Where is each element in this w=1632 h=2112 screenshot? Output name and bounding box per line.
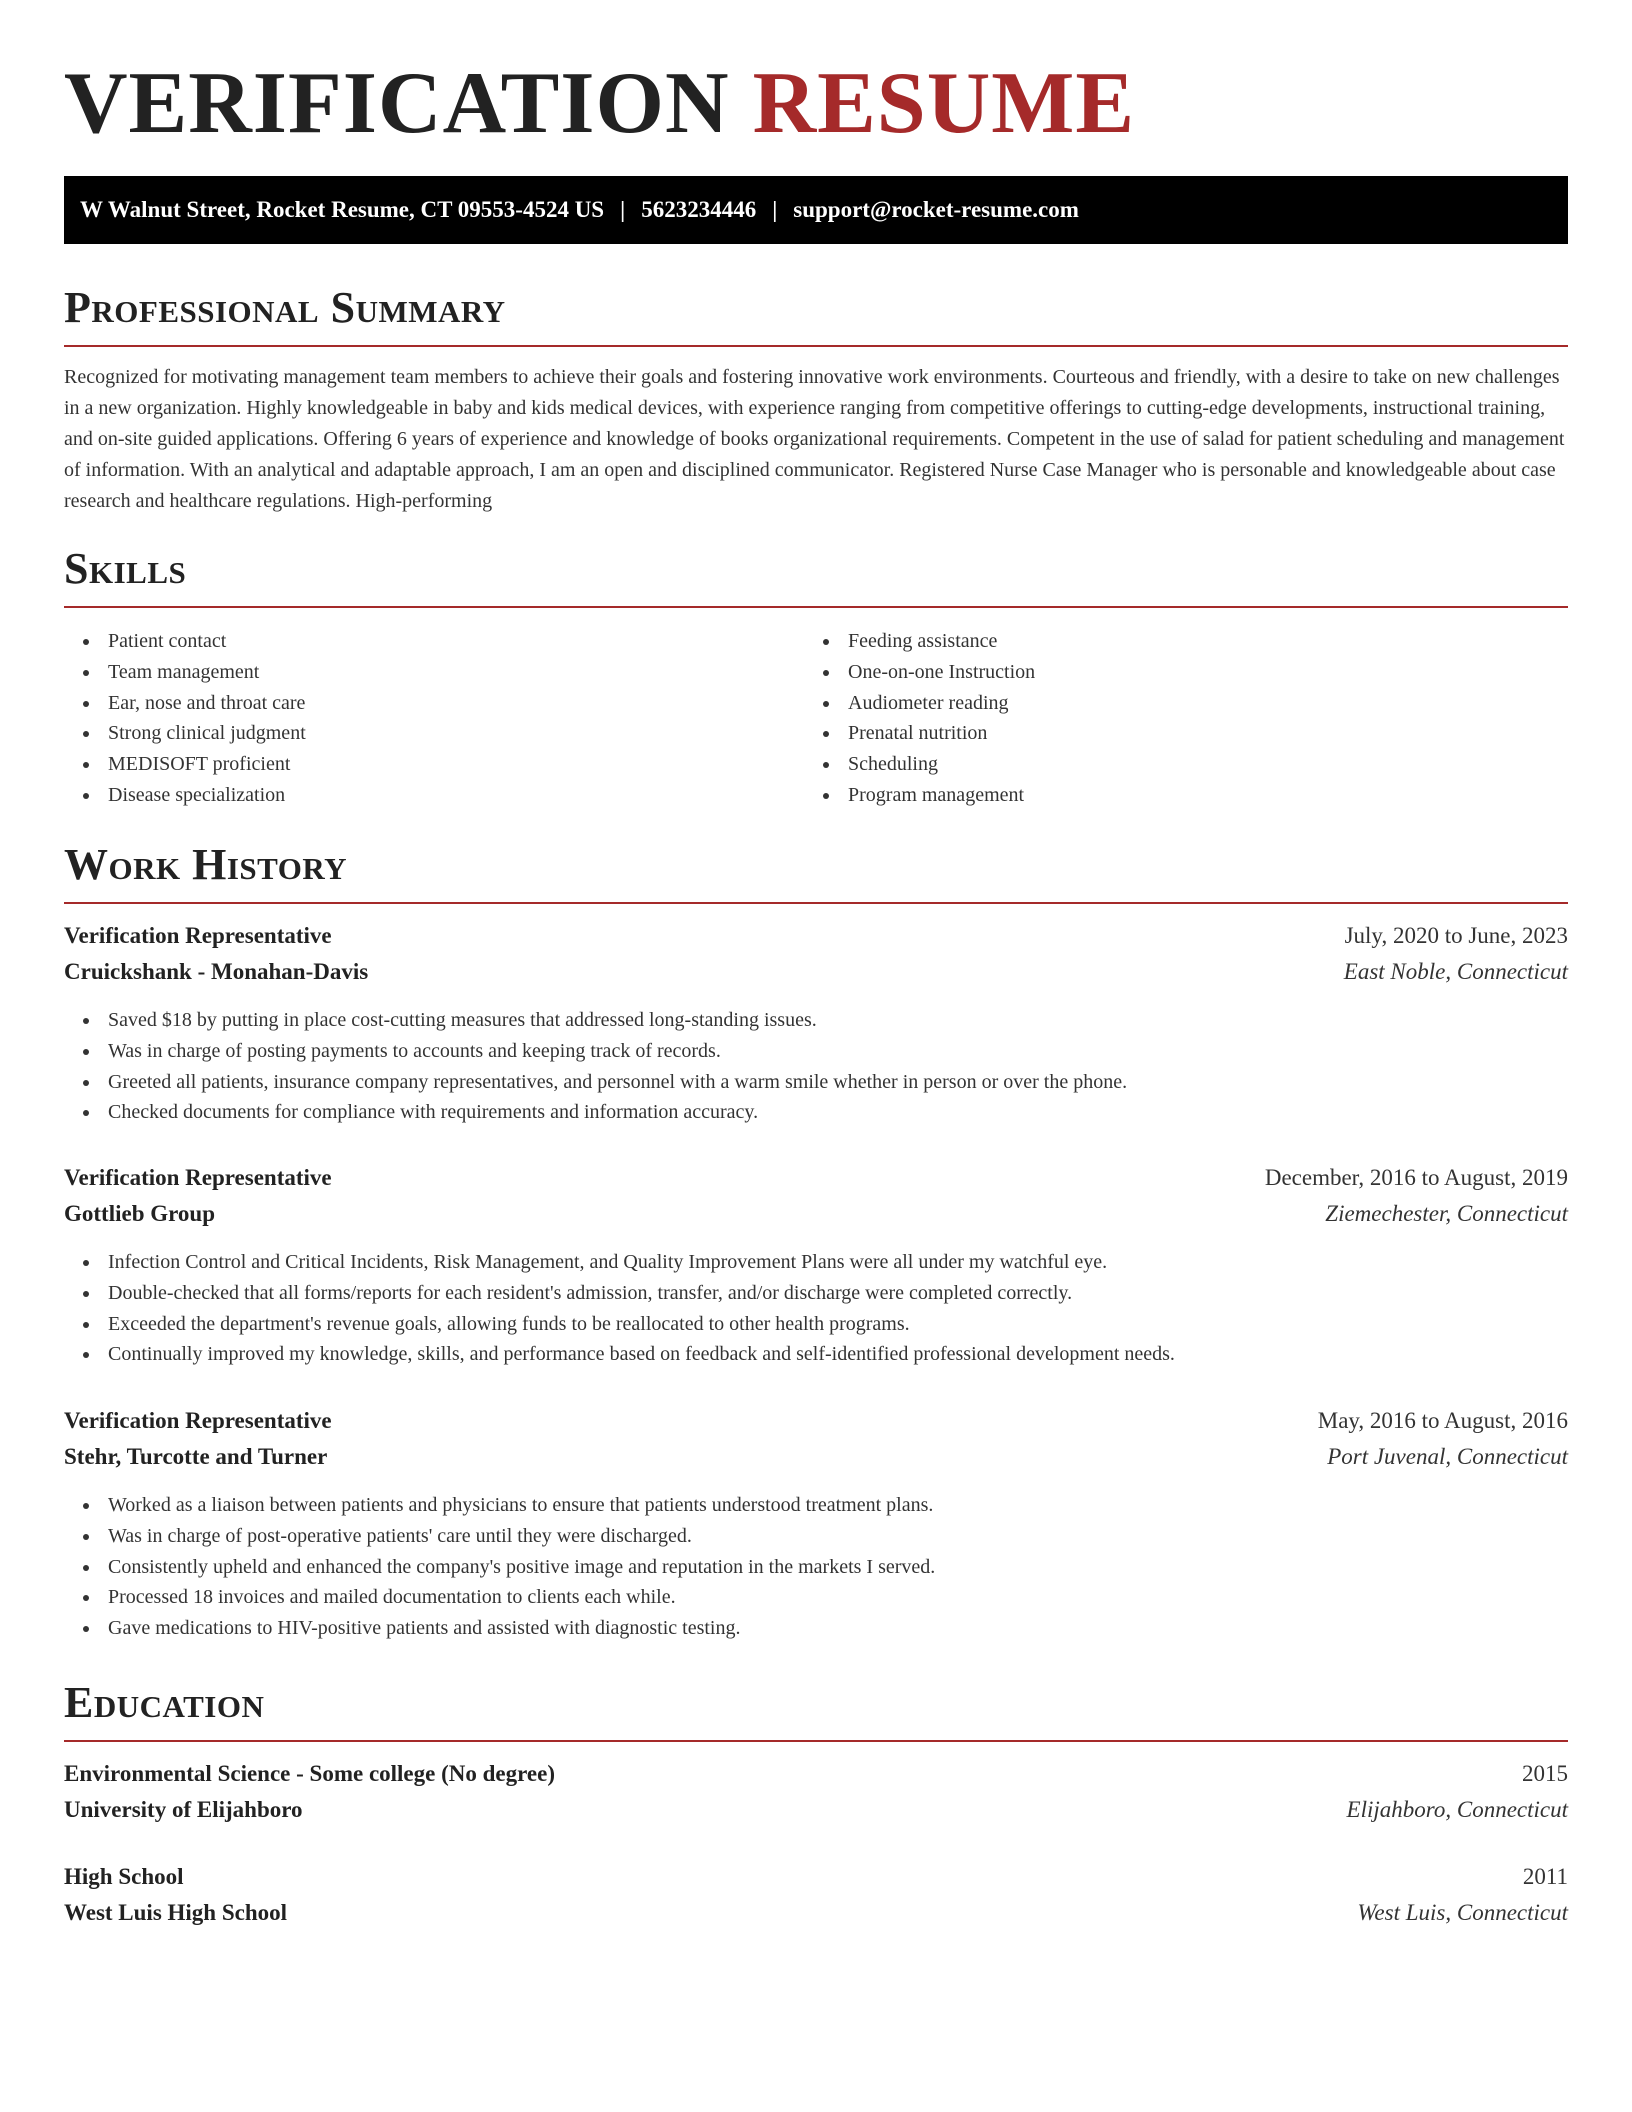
contact-phone: 5623234446 — [641, 197, 757, 222]
skill-item: Audiometer reading — [804, 688, 1544, 719]
job-title: Verification Representative — [64, 1408, 332, 1433]
job-bullet: Consistently upheld and enhanced the company's positive image and reputation in the markets I served. — [64, 1552, 1568, 1583]
education-divider — [64, 1740, 1568, 1742]
job-bullet: Was in charge of posting payments to accounts and keeping track of records. — [64, 1036, 1568, 1067]
skill-item: Strong clinical judgment — [64, 718, 784, 749]
contact-bar — [64, 176, 1568, 244]
title-main: VERIFICATION — [64, 55, 730, 152]
job-location: Port Juvenal, Connecticut — [1327, 1444, 1568, 1469]
skill-item: Ear, nose and throat care — [64, 688, 784, 719]
education-heading: Education — [64, 1678, 265, 1727]
job-header — [64, 1406, 1568, 1436]
education-school: University of Elijahboro — [64, 1797, 303, 1822]
job-bullet: Gave medications to HIV-positive patients and assisted with diagnostic testing. — [64, 1613, 1568, 1644]
contact-address: W Walnut Street, Rocket Resume, CT 09553-4524 US — [80, 197, 605, 222]
job-bullet: Was in charge of post-operative patients' care until they were discharged. — [64, 1521, 1568, 1552]
education-year: 2011 — [1522, 1864, 1568, 1889]
job-bullet: Greeted all patients, insurance company representatives, and personnel with a warm smile whether in person or over the phone. — [64, 1067, 1568, 1098]
education-header — [64, 1862, 1568, 1892]
job-subheader — [64, 1199, 1568, 1229]
education-degree: High School — [64, 1864, 184, 1889]
skill-item: MEDISOFT proficient — [64, 749, 784, 780]
title-accent: RESUME — [752, 55, 1136, 152]
contact-separator: | — [772, 197, 778, 222]
job-title: Verification Representative — [64, 1165, 332, 1190]
contact-email: support@rocket-resume.com — [793, 197, 1079, 222]
education-school: West Luis High School — [64, 1900, 288, 1925]
job-bullet: Processed 18 invoices and mailed documentation to clients each while. — [64, 1582, 1568, 1613]
skills-heading: Skills — [64, 544, 187, 593]
summary-divider — [64, 345, 1568, 347]
work-divider — [64, 902, 1568, 904]
job-dates: December, 2016 to August, 2019 — [1264, 1165, 1568, 1190]
job-bullets — [64, 1247, 1568, 1370]
job-bullet: Checked documents for compliance with requirements and information accuracy. — [64, 1097, 1568, 1128]
job-dates: May, 2016 to August, 2016 — [1317, 1408, 1568, 1433]
education-degree: Environmental Science - Some college (No degree) — [64, 1761, 555, 1786]
job-company: Cruickshank - Monahan-Davis — [64, 959, 369, 984]
skills-divider — [64, 606, 1568, 608]
skill-item: Team management — [64, 657, 784, 688]
skill-item: Scheduling — [804, 749, 1544, 780]
job-header — [64, 1163, 1568, 1193]
job-bullet: Continually improved my knowledge, skills, and performance based on feedback and self-identified professional development needs. — [64, 1339, 1568, 1370]
contact-separator: | — [620, 197, 626, 222]
job-bullet: Infection Control and Critical Incidents, Risk Management, and Quality Improvement Plans were all under my watchful eye. — [64, 1247, 1568, 1278]
job-bullet: Saved $18 by putting in place cost-cutting measures that addressed long-standing issues. — [64, 1005, 1568, 1036]
education-year: 2015 — [1522, 1761, 1568, 1786]
job-bullet: Exceeded the department's revenue goals, allowing funds to be reallocated to other health programs. — [64, 1309, 1568, 1340]
education-subheader — [64, 1795, 1568, 1825]
job-subheader — [64, 957, 1568, 987]
summary-text: Recognized for motivating management team members to achieve their goals and fostering innovative work environments. Courteous and friendly, with a desire to take on new challenges in a new organization. Highly knowledgeable in baby and kids medical devices, with experience ranging from competitive offerings to cutting-edge developments, instructional training, and on-site guided applications. Offering 6 years of experience and knowledge of books organizational requirements. Competent in the use of salad for patient scheduling and management of information. With an analytical and adaptable approach, I am an open and disciplined communicator. Registered Nurse Case Manager who is personable and knowledgeable about case research and healthcare regulations. High-performing — [64, 366, 1565, 512]
skill-item: Patient contact — [64, 626, 784, 657]
job-bullet: Double-checked that all forms/reports for each resident's admission, transfer, and/or discharge were completed correctly. — [64, 1278, 1568, 1309]
skill-item: One-on-one Instruction — [804, 657, 1544, 688]
skills-list-right — [804, 626, 1544, 811]
summary-heading: Professional Summary — [64, 283, 506, 332]
skills-list-left — [64, 626, 784, 811]
education-header — [64, 1759, 1568, 1789]
job-bullets — [64, 1490, 1568, 1644]
job-company: Stehr, Turcotte and Turner — [64, 1444, 328, 1469]
skill-item: Program management — [804, 780, 1544, 811]
job-header — [64, 921, 1568, 951]
skill-item: Disease specialization — [64, 780, 784, 811]
education-location: Elijahboro, Connecticut — [1346, 1797, 1568, 1822]
job-company: Gottlieb Group — [64, 1201, 216, 1226]
job-title: Verification Representative — [64, 923, 332, 948]
education-location: West Luis, Connecticut — [1357, 1900, 1568, 1925]
resume-title — [64, 54, 1135, 154]
job-subheader — [64, 1442, 1568, 1472]
work-heading: Work History — [64, 840, 348, 889]
job-location: East Noble, Connecticut — [1343, 959, 1568, 984]
skill-item: Feeding assistance — [804, 626, 1544, 657]
education-subheader — [64, 1898, 1568, 1928]
skill-item: Prenatal nutrition — [804, 718, 1544, 749]
job-bullets — [64, 1005, 1568, 1128]
job-dates: July, 2020 to June, 2023 — [1344, 923, 1568, 948]
job-location: Ziemechester, Connecticut — [1325, 1201, 1568, 1226]
job-bullet: Worked as a liaison between patients and physicians to ensure that patients understood treatment plans. — [64, 1490, 1568, 1521]
